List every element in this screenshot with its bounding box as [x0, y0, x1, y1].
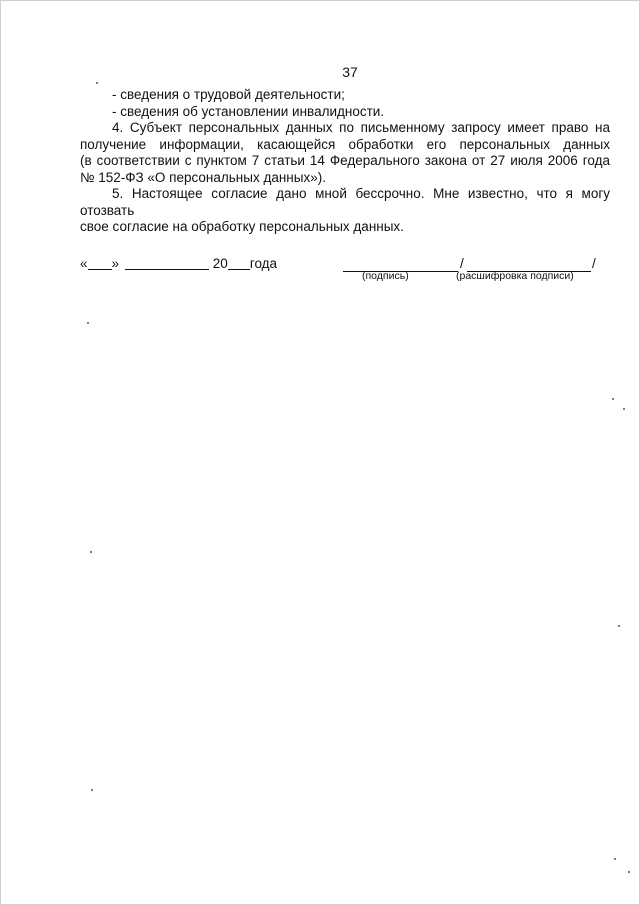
paragraph-4-line-4: № 152-ФЗ «О персональных данных»). — [80, 169, 326, 185]
date-field — [80, 256, 277, 271]
signature-caption: (подпись) — [362, 270, 409, 282]
month-blank-line — [125, 269, 209, 270]
list-item-disability: - сведения об установлении инвалидности. — [112, 103, 385, 119]
page-number: 37 — [342, 64, 358, 80]
paragraph-4-line-1: 4. Субъект персональных данных по письменному запросу имеет право на — [112, 120, 610, 135]
scan-speck — [614, 858, 616, 860]
decode-caption: (расшифровка подписи) — [456, 270, 574, 282]
paragraph-4-line-3: (в соответствии с пунктом 7 статьи 14 Федерального закона от 27 июля 2006 года — [80, 153, 610, 168]
slash-separator-end: / — [592, 256, 596, 271]
list-item-labor: - сведения о трудовой деятельности; — [112, 87, 345, 102]
day-blank-line — [88, 269, 112, 270]
document-body — [80, 87, 610, 236]
scan-speck — [96, 82, 98, 84]
scan-speck — [612, 398, 614, 400]
paragraph-4-line-2: получение информации, касающейся обработки его персональных данных — [80, 136, 610, 152]
scan-speck — [91, 789, 93, 791]
scan-speck — [90, 551, 92, 553]
paragraph-5-line-2: свое согласие на обработку персональных данных. — [80, 219, 404, 234]
scan-speck — [618, 625, 620, 627]
scan-speck — [87, 322, 89, 324]
slash-separator: / — [460, 256, 464, 271]
paragraph-5-line-1: 5. Настоящее согласие дано мной бессрочно. Мне известно, что я могу отозвать — [80, 186, 610, 218]
scan-speck — [623, 408, 625, 410]
quote-open: « — [80, 256, 88, 271]
year-blank-line — [228, 269, 250, 270]
quote-close: » — [111, 256, 120, 271]
year-prefix: 20 — [212, 256, 228, 271]
year-suffix: года — [249, 256, 278, 271]
scan-speck — [628, 871, 630, 873]
